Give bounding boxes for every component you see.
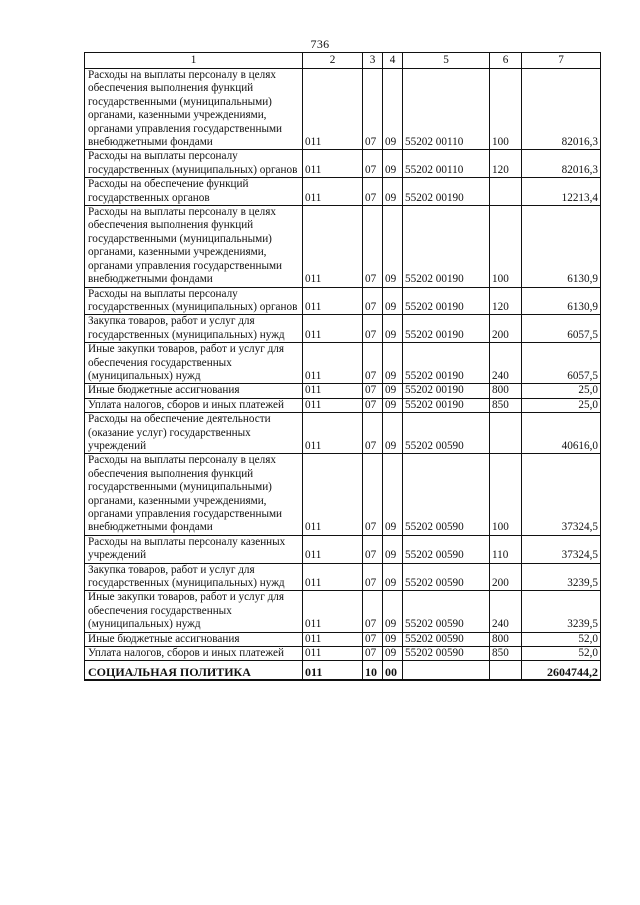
item-name: Расходы на выплаты персоналу в целях обеспечения выполнения функций государственными (муниципальными) органами, казенными учреждениями, органами управления государственными внебюджетными фондами <box>85 206 303 287</box>
amount-value: 82016,3 <box>522 150 601 178</box>
section-code: 07 <box>363 150 383 178</box>
table-row <box>85 591 601 632</box>
target-article-code: 55202 00590 <box>403 647 490 661</box>
amount-value: 52,0 <box>522 632 601 646</box>
subsection-code: 09 <box>383 384 403 398</box>
subsection-code: 09 <box>383 563 403 591</box>
section-code: 07 <box>363 632 383 646</box>
column-header: 4 <box>383 53 403 69</box>
item-name: Иные закупки товаров, работ и услуг для обеспечения государственных (муниципальных) нужд <box>85 591 303 632</box>
table-row <box>85 647 601 661</box>
item-name: Расходы на обеспечение функций государственных органов <box>85 178 303 206</box>
target-article-code: 55202 00590 <box>403 563 490 591</box>
ministry-code: 011 <box>303 563 363 591</box>
table-row <box>85 413 601 454</box>
section-code: 07 <box>363 563 383 591</box>
section-code: 07 <box>363 206 383 287</box>
item-name: Расходы на выплаты персоналу государственных (муниципальных) органов <box>85 287 303 315</box>
column-header: 2 <box>303 53 363 69</box>
expense-type-code: 110 <box>490 535 522 563</box>
ministry-code: 011 <box>303 384 363 398</box>
amount-value: 40616,0 <box>522 413 601 454</box>
item-name: Уплата налогов, сборов и иных платежей <box>85 398 303 412</box>
table-row <box>85 384 601 398</box>
target-article-code: 55202 00190 <box>403 398 490 412</box>
ministry-code: 011 <box>303 343 363 384</box>
page-number: 736 <box>310 37 330 51</box>
item-name: Расходы на выплаты персоналу в целях обеспечения выполнения функций государственными (муниципальными) органами, казенными учреждениями, органами управления государственными внебюджетными фондами <box>85 454 303 535</box>
table-row <box>85 150 601 178</box>
subsection-code: 09 <box>383 398 403 412</box>
amount-value: 2604744,2 <box>522 661 601 681</box>
budget-table <box>84 52 601 681</box>
target-article-code: 55202 00110 <box>403 150 490 178</box>
ministry-code: 011 <box>303 69 363 150</box>
amount-value: 6130,9 <box>522 287 601 315</box>
target-article-code: 55202 00590 <box>403 535 490 563</box>
expense-type-code: 850 <box>490 398 522 412</box>
subsection-code: 09 <box>383 647 403 661</box>
item-name: Закупка товаров, работ и услуг для государственных (муниципальных) нужд <box>85 563 303 591</box>
item-name: СОЦИАЛЬНАЯ ПОЛИТИКА <box>85 661 303 681</box>
amount-value: 37324,5 <box>522 535 601 563</box>
item-name: Закупка товаров, работ и услуг для государственных (муниципальных) нужд <box>85 315 303 343</box>
table-row <box>85 632 601 646</box>
amount-value: 52,0 <box>522 647 601 661</box>
target-article-code: 55202 00590 <box>403 591 490 632</box>
amount-value: 3239,5 <box>522 563 601 591</box>
item-name: Расходы на обеспечение деятельности (оказание услуг) государственных учреждений <box>85 413 303 454</box>
target-article-code <box>403 661 490 681</box>
subsection-code: 09 <box>383 287 403 315</box>
subsection-code: 09 <box>383 454 403 535</box>
section-code: 07 <box>363 591 383 632</box>
target-article-code: 55202 00190 <box>403 343 490 384</box>
expense-type-code: 800 <box>490 632 522 646</box>
expense-type-code: 200 <box>490 315 522 343</box>
table-row <box>85 563 601 591</box>
ministry-code: 011 <box>303 632 363 646</box>
section-code: 07 <box>363 287 383 315</box>
table-row <box>85 315 601 343</box>
section-code: 07 <box>363 178 383 206</box>
subsection-code: 09 <box>383 413 403 454</box>
item-name: Иные бюджетные ассигнования <box>85 632 303 646</box>
target-article-code: 55202 00190 <box>403 206 490 287</box>
section-code: 07 <box>363 413 383 454</box>
table-row <box>85 178 601 206</box>
table-row <box>85 69 601 150</box>
target-article-code: 55202 00190 <box>403 315 490 343</box>
column-header: 1 <box>85 53 303 69</box>
subsection-code: 09 <box>383 591 403 632</box>
table-row <box>85 535 601 563</box>
target-article-code: 55202 00590 <box>403 632 490 646</box>
table-row <box>85 454 601 535</box>
ministry-code: 011 <box>303 178 363 206</box>
expense-type-code: 120 <box>490 150 522 178</box>
target-article-code: 55202 00590 <box>403 454 490 535</box>
amount-value: 25,0 <box>522 398 601 412</box>
item-name: Расходы на выплаты персоналу казенных учреждений <box>85 535 303 563</box>
subsection-code: 09 <box>383 69 403 150</box>
table-row <box>85 398 601 412</box>
subsection-code: 09 <box>383 535 403 563</box>
ministry-code: 011 <box>303 591 363 632</box>
expense-type-code: 100 <box>490 69 522 150</box>
amount-value: 6057,5 <box>522 315 601 343</box>
item-name: Иные закупки товаров, работ и услуг для обеспечения государственных (муниципальных) нужд <box>85 343 303 384</box>
item-name: Уплата налогов, сборов и иных платежей <box>85 647 303 661</box>
expense-type-code: 100 <box>490 206 522 287</box>
target-article-code: 55202 00110 <box>403 69 490 150</box>
table-row <box>85 287 601 315</box>
amount-value: 82016,3 <box>522 69 601 150</box>
amount-value: 37324,5 <box>522 454 601 535</box>
subsection-code: 09 <box>383 343 403 384</box>
total-row <box>85 661 601 681</box>
amount-value: 6130,9 <box>522 206 601 287</box>
target-article-code: 55202 00190 <box>403 287 490 315</box>
expense-type-code: 100 <box>490 454 522 535</box>
section-code: 07 <box>363 384 383 398</box>
section-code: 07 <box>363 647 383 661</box>
ministry-code: 011 <box>303 150 363 178</box>
expense-type-code: 800 <box>490 384 522 398</box>
expense-type-code: 120 <box>490 287 522 315</box>
target-article-code: 55202 00190 <box>403 384 490 398</box>
subsection-code: 09 <box>383 150 403 178</box>
amount-value: 25,0 <box>522 384 601 398</box>
expense-type-code <box>490 178 522 206</box>
column-header: 5 <box>403 53 490 69</box>
item-name: Расходы на выплаты персоналу государственных (муниципальных) органов <box>85 150 303 178</box>
expense-type-code: 200 <box>490 563 522 591</box>
section-code: 07 <box>363 315 383 343</box>
expense-type-code <box>490 413 522 454</box>
section-code: 07 <box>363 398 383 412</box>
section-code: 07 <box>363 535 383 563</box>
expense-type-code: 850 <box>490 647 522 661</box>
target-article-code: 55202 00190 <box>403 178 490 206</box>
ministry-code: 011 <box>303 315 363 343</box>
ministry-code: 011 <box>303 661 363 681</box>
column-header: 7 <box>522 53 601 69</box>
table-row <box>85 343 601 384</box>
expense-type-code: 240 <box>490 343 522 384</box>
column-header: 3 <box>363 53 383 69</box>
amount-value: 12213,4 <box>522 178 601 206</box>
subsection-code: 09 <box>383 178 403 206</box>
table-header-row <box>85 53 601 69</box>
section-code: 07 <box>363 343 383 384</box>
ministry-code: 011 <box>303 287 363 315</box>
table-row <box>85 206 601 287</box>
section-code: 10 <box>363 661 383 681</box>
target-article-code: 55202 00590 <box>403 413 490 454</box>
subsection-code: 09 <box>383 315 403 343</box>
section-code: 07 <box>363 454 383 535</box>
ministry-code: 011 <box>303 206 363 287</box>
column-header: 6 <box>490 53 522 69</box>
item-name: Иные бюджетные ассигнования <box>85 384 303 398</box>
ministry-code: 011 <box>303 535 363 563</box>
ministry-code: 011 <box>303 398 363 412</box>
ministry-code: 011 <box>303 413 363 454</box>
item-name: Расходы на выплаты персоналу в целях обеспечения выполнения функций государственными (муниципальными) органами, казенными учреждениями, органами управления государственными внебюджетными фондами <box>85 69 303 150</box>
amount-value: 3239,5 <box>522 591 601 632</box>
subsection-code: 09 <box>383 206 403 287</box>
subsection-code: 00 <box>383 661 403 681</box>
ministry-code: 011 <box>303 647 363 661</box>
subsection-code: 09 <box>383 632 403 646</box>
section-code: 07 <box>363 69 383 150</box>
expense-type-code: 240 <box>490 591 522 632</box>
ministry-code: 011 <box>303 454 363 535</box>
expense-type-code <box>490 661 522 681</box>
amount-value: 6057,5 <box>522 343 601 384</box>
